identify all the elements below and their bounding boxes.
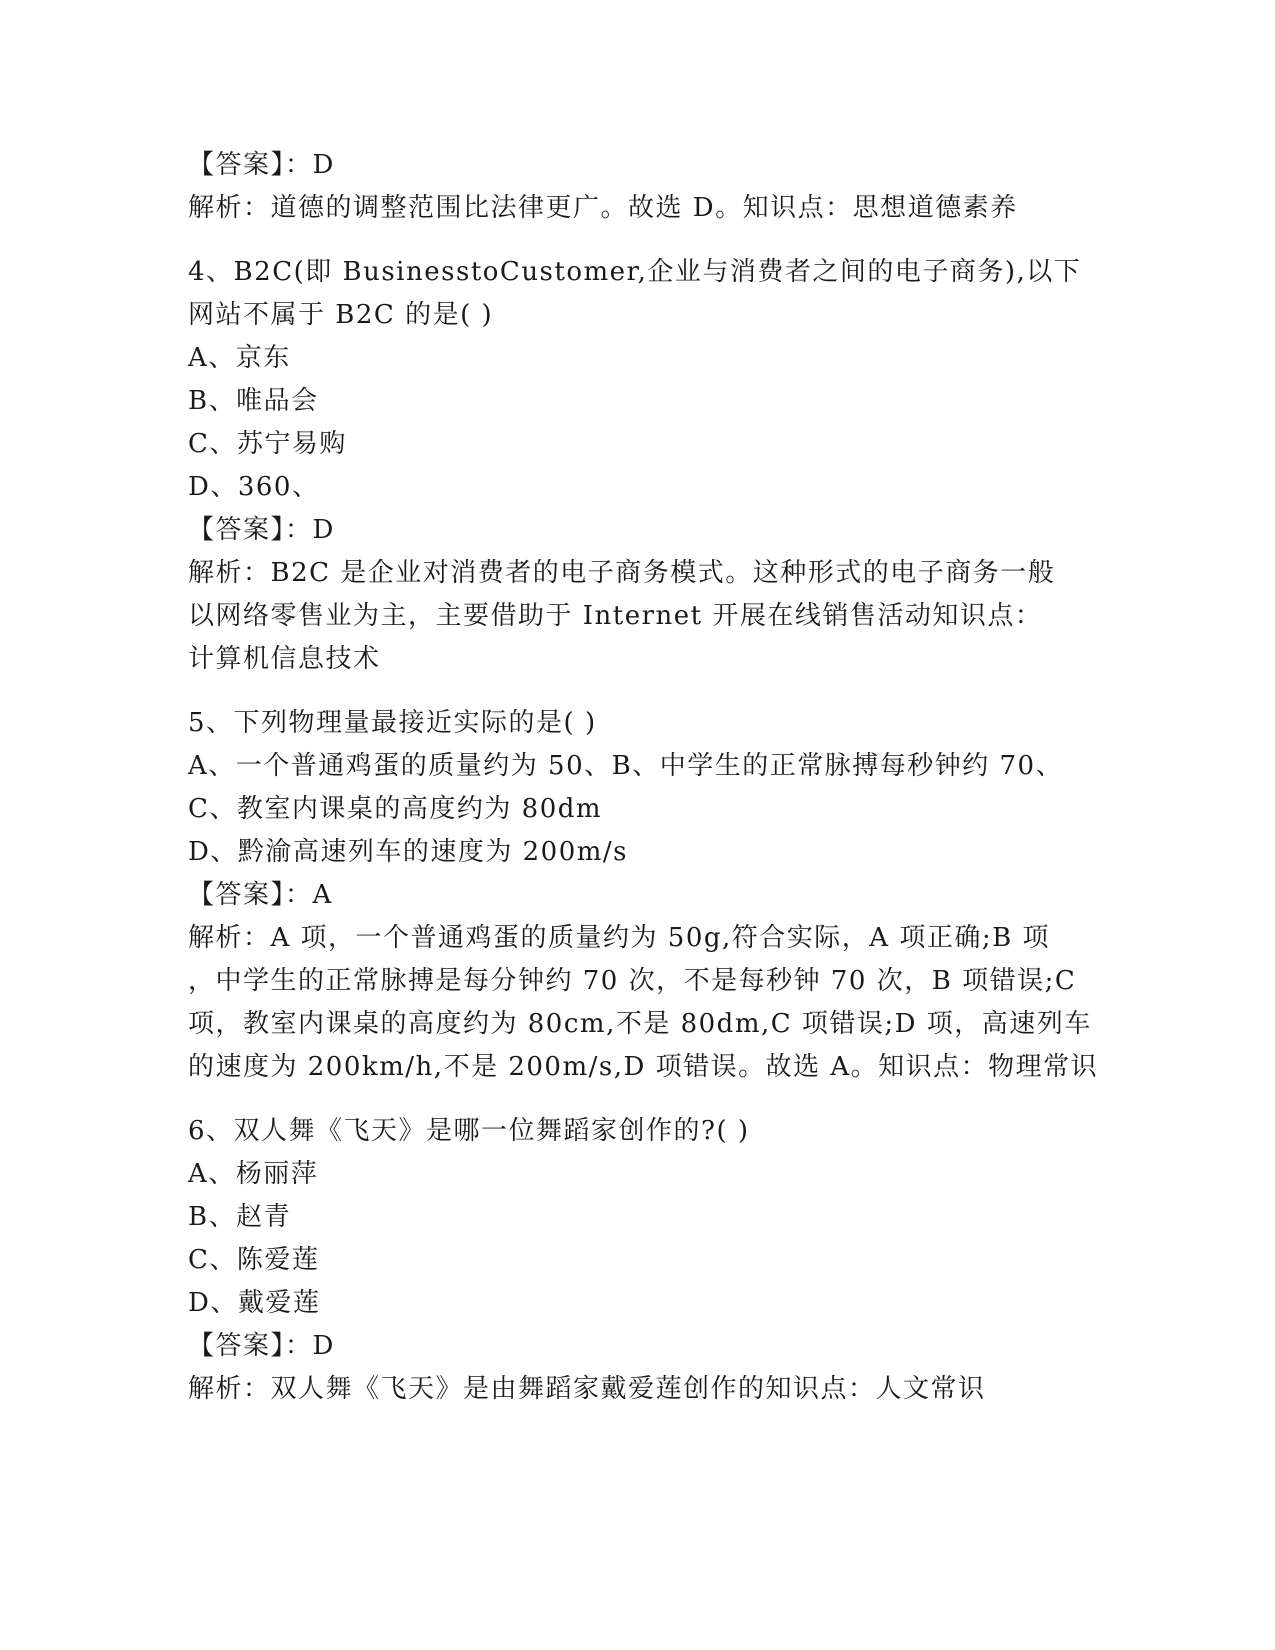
answer-line: 【答案】：D (188, 150, 335, 180)
answer-line: 【答案】：D (188, 1331, 335, 1361)
option-d: D、戴爱莲 (188, 1288, 321, 1318)
option-a: A、杨丽萍 (188, 1159, 319, 1189)
explanation-line: 解析：A 项，一个普通鸡蛋的质量约为 50g,符合实际，A 项正确;B 项 (188, 923, 1050, 953)
explanation-line: 计算机信息技术 (188, 644, 381, 674)
question-stem: 6、双人舞《飞天》是哪一位舞蹈家创作的?( ) (188, 1116, 750, 1146)
question-6 (188, 1110, 1088, 1411)
explanation-line: 解析：道德的调整范围比法律更广。故选 D。知识点：思想道德素养 (188, 193, 1018, 223)
option-d: D、360、 (188, 472, 320, 502)
section-gap (188, 230, 1088, 251)
section-gap (188, 1089, 1088, 1110)
section-gap (188, 681, 1088, 702)
explanation-line: ，中学生的正常脉搏是每分钟约 70 次，不是每秒钟 70 次，B 项错误;C (188, 966, 1077, 996)
question-stem: 5、下列物理量最接近实际的是( ) (188, 708, 597, 738)
answer-line: 【答案】：A (188, 880, 333, 910)
option-d: D、黔渝高速列车的速度为 200m/s (188, 837, 628, 867)
document-page (188, 144, 1099, 1411)
option-a: A、京东 (188, 343, 291, 373)
question-5 (188, 702, 1099, 1089)
option-c: C、陈爱莲 (188, 1245, 320, 1275)
explanation-line: 的速度为 200km/h,不是 200m/s,D 项错误。故选 A。知识点：物理常识 (188, 1052, 1099, 1082)
option-c: C、教室内课桌的高度约为 80dm (188, 794, 603, 824)
answer-line: 【答案】：D (188, 515, 335, 545)
option-c: C、苏宁易购 (188, 429, 347, 459)
option-b: B、唯品会 (188, 386, 319, 416)
explanation-line: 解析：双人舞《飞天》是由舞蹈家戴爱莲创作的知识点：人文常识 (188, 1374, 986, 1404)
question-3-tail (188, 144, 1088, 230)
option-a-b: A、一个普通鸡蛋的质量约为 50、B、中学生的正常脉搏每秒钟约 70、 (188, 751, 1064, 781)
question-stem: 4、B2C(即 BusinesstoCustomer,企业与消费者之间的电子商务),以下 (188, 257, 1082, 287)
question-4 (188, 251, 1088, 681)
explanation-line: 解析：B2C 是企业对消费者的电子商务模式。这种形式的电子商务一般 (188, 558, 1056, 588)
question-stem: 网站不属于 B2C 的是( ) (188, 300, 494, 330)
option-b: B、赵青 (188, 1202, 292, 1232)
explanation-line: 以网络零售业为主，主要借助于 Internet 开展在线销售活动知识点： (188, 601, 1043, 631)
explanation-line: 项，教室内课桌的高度约为 80cm,不是 80dm,C 项错误;D 项，高速列车 (188, 1009, 1092, 1039)
